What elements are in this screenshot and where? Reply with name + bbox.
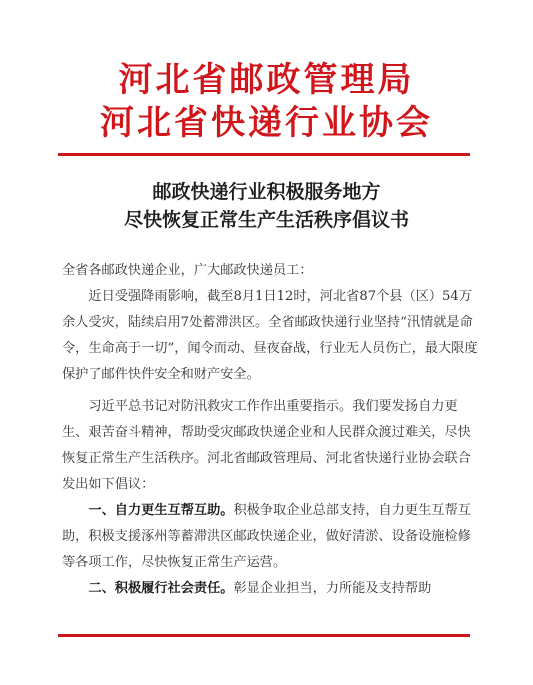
salutation: 全省各邮政快递企业，广大邮政快递员工：: [62, 263, 313, 278]
paragraph-flood-situation: 近日受强降雨影响，截至8月1日12时，河北省87个县（区）54万余人受灾，陆续启用7处蓄滞洪区。全省邮政快递行业坚持“汛情就是命令，生命高于一切”，闻令而动、昼夜奋战，行业无人员伤亡，最大限度保护了邮件快件安全和财产安全。: [62, 289, 478, 382]
initiative-item-2: [62, 576, 482, 602]
issuer-name-express-association: 河北省快递行业协会: [100, 103, 433, 143]
footer-divider: [58, 634, 470, 637]
initiative-item-1: [62, 498, 482, 576]
document-title-line-2: 尽快恢复正常生产生活秩序倡议书: [123, 209, 409, 231]
initiative-item-1-heading: 一、自力更生互帮互助。: [88, 503, 234, 518]
paragraph-initiative-intro: 习近平总书记对防汛救灾工作作出重要指示。我们要发扬自力更生、艰苦奋斗精神，帮助受灾邮政快递企业和人民群众渡过难关，尽快恢复正常生产生活秩序。河北省邮政管理局、河北省快递行业协会联合发出如下倡议：: [62, 399, 471, 492]
document-body: [62, 258, 482, 602]
issuer-name-postal-bureau: 河北省邮政管理局: [118, 60, 415, 100]
initiative-item-2-text: 彰显企业担当，力所能及支持帮助: [233, 581, 432, 596]
header-divider: [58, 153, 470, 156]
initiative-item-1-text: 积极争取企业总部支持，自力更生互帮互助，积极支援涿州等蓄滞洪区邮政快递企业，做好清淤、设备设施检修等各项工作，尽快恢复正常生产运营。: [62, 503, 471, 570]
document-title-line-1: 邮政快递行业积极服务地方: [152, 181, 381, 203]
initiative-item-2-heading: 二、积极履行社会责任。: [88, 581, 234, 596]
